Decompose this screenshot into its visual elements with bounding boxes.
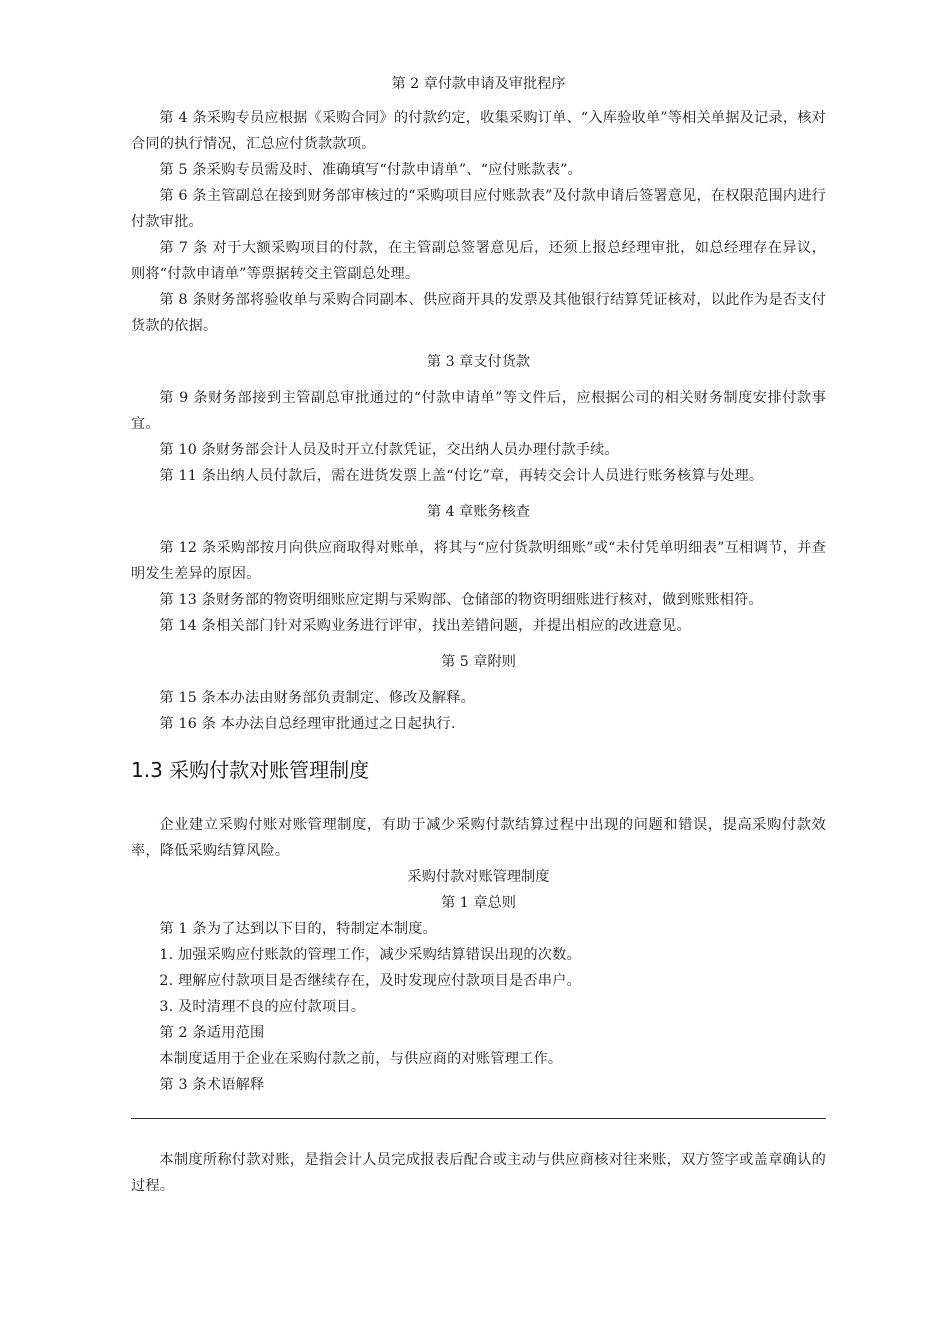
chapter-1-heading: 第 1 章总则 [441,895,516,911]
article-5: 第 5 条采购专员需及时、准确填写“付款申请单”、“应付账款表”。 [159,162,582,178]
section-intro: 企业建立采购付账对账管理制度，有助于减少采购付款结算过程中出现的问题和错误，提高采购付款效率，降低采购结算风险。 [131,817,826,859]
article-16: 第 16 条 本办法自总经理审批通过之日起执行. [159,716,456,732]
article-14: 第 14 条相关部门针对采购业务进行评审，找出差错问题，并提出相应的改进意见。 [159,618,691,634]
regulation-title: 采购付款对账管理制度 [407,869,550,885]
chapter-2-heading: 第 2 章付款申请及审批程序 [391,76,566,92]
article-3-text: 本制度所称付款对账，是指会计人员完成报表后配合或主动与供应商核对往来账，双方签字或盖章确认的过程。 [131,1152,826,1194]
article-15: 第 15 条本办法由财务部负责制定、修改及解释。 [159,690,476,706]
article-6: 第 6 条主管副总在接到财务部审核过的“采购项目应付账款表”及付款申请后签署意见，在权限范围内进行付款审批。 [131,188,826,230]
article-9: 第 9 条财务部接到主管副总审批通过的“付款申请单”等文件后，应根据公司的相关财务制度安排付款事宜。 [131,390,826,432]
article-2-text: 本制度适用于企业在采购付款之前，与供应商的对账管理工作。 [159,1051,563,1067]
article-4: 第 4 条采购专员应根据《采购合同》的付款约定，收集采购订单、“入库验收单”等相关单据及记录，核对合同的执行情况，汇总应付货款款项。 [131,110,826,152]
list-item: 2. 理解应付款项目是否继续存在，及时发现应付款项目是否串户。 [159,973,581,989]
article-8: 第 8 条财务部将验收单与采购合同副本、供应商开具的发票及其他银行结算凭证核对，以此作为是否支付货款的依据。 [131,292,826,334]
article-1: 第 1 条为了达到以下目的，特制定本制度。 [159,921,438,937]
document-page [131,0,826,1199]
article-7: 第 7 条 对于大额采购项目的付款，在主管副总签署意见后，还须上报总经理审批，如总经理存在异议，则将“付款申请单”等票据转交主管副总处理。 [131,240,826,282]
article-10: 第 10 条财务部会计人员及时开立付款凭证，交出纳人员办理付款手续。 [159,442,619,458]
section-title: 1.3 采购付款对账管理制度 [131,758,370,782]
list-item: 1. 加强采购应付账款的管理工作，减少采购结算错误出现的次数。 [159,947,581,963]
article-12: 第 12 条采购部按月向供应商取得对账单，将其与“应付货款明细账”或“未付凭单明细表”互相调节，并查明发生差异的原因。 [131,540,826,582]
article-11: 第 11 条出纳人员付款后，需在进货发票上盖“付讫”章，再转交会计人员进行账务核算与处理。 [159,468,764,484]
article-2: 第 2 条适用范围 [159,1025,265,1041]
article-3: 第 3 条术语解释 [159,1077,265,1093]
chapter-4-heading: 第 4 章账务核查 [426,504,531,520]
chapter-3-heading: 第 3 章支付货款 [426,354,531,370]
chapter-5-heading: 第 5 章附则 [441,654,516,670]
list-item: 3. 及时清理不良的应付款项目。 [159,999,366,1015]
article-13: 第 13 条财务部的物资明细账应定期与采购部、仓储部的物资明细账进行核对，做到账账相符。 [159,592,763,608]
